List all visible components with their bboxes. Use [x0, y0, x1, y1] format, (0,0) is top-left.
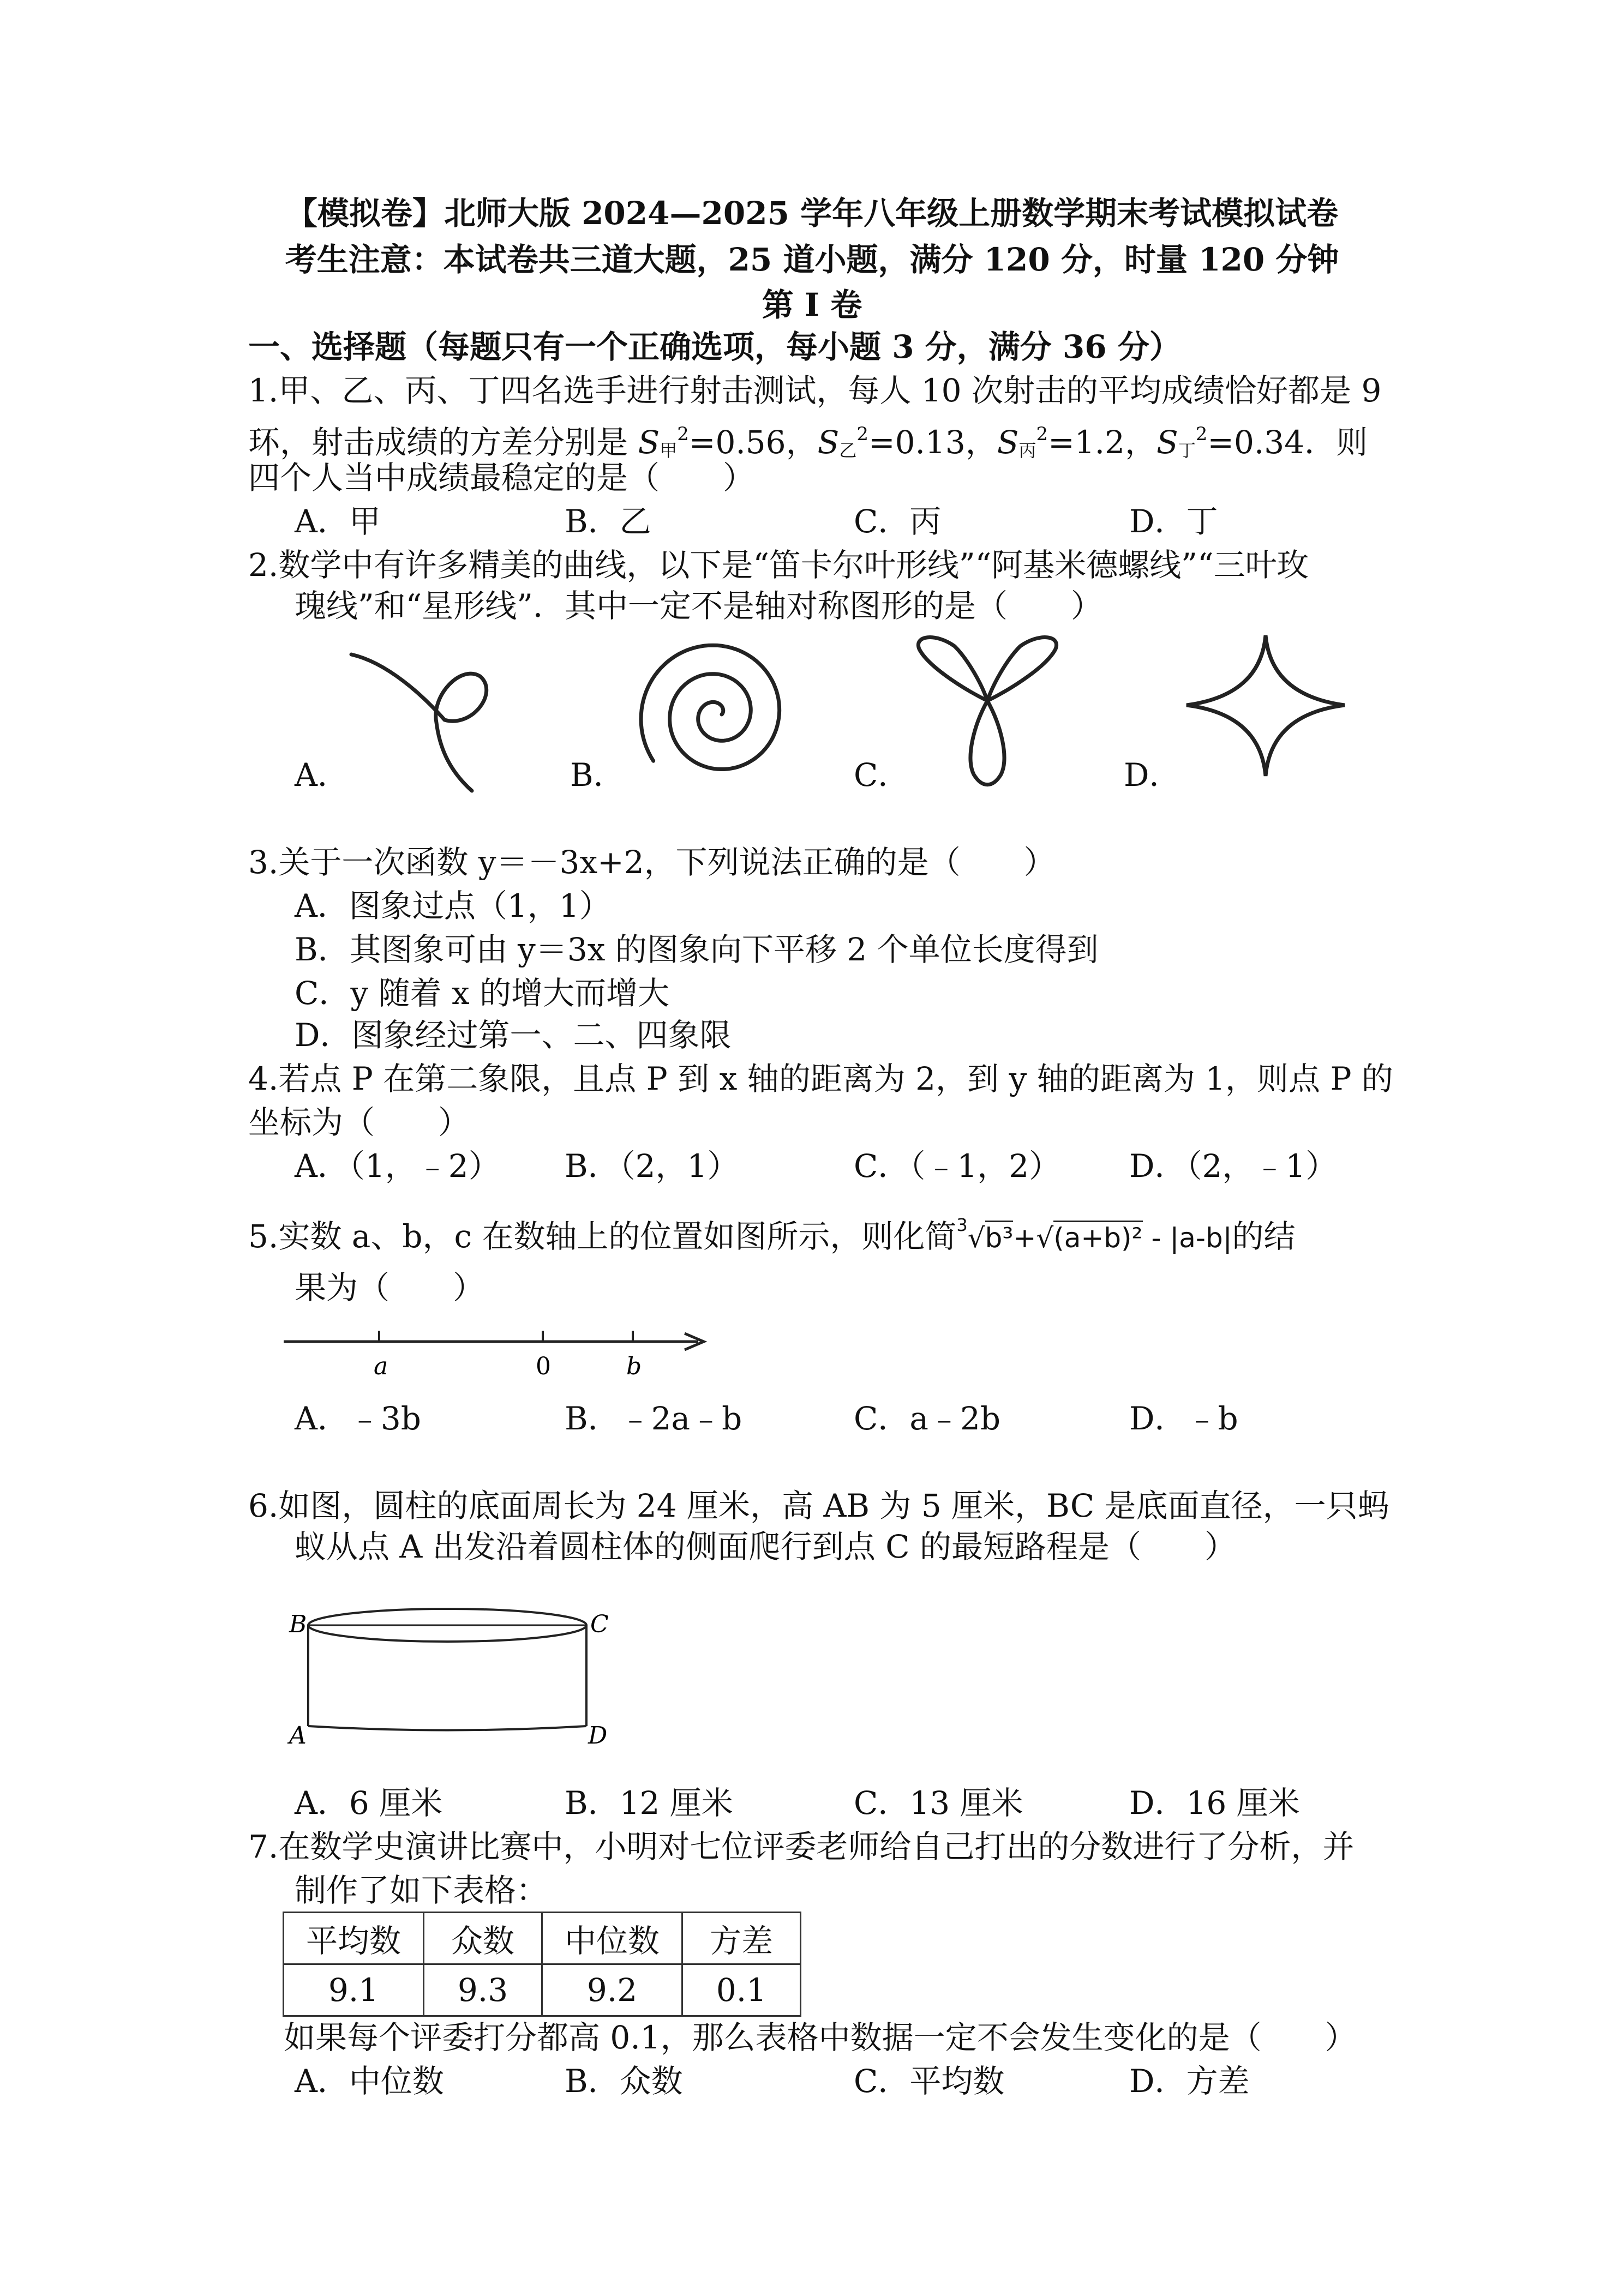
cube-root-index: 3	[956, 1215, 968, 1235]
square-mark: 2	[1195, 423, 1208, 445]
square-mark: 2	[1036, 423, 1048, 445]
q3-option-b: B．其图象可由 y＝3x 的图象向下平移 2 个单位长度得到	[295, 931, 1099, 968]
subscript-yi: 乙	[839, 440, 857, 461]
q5-expression: $^3$√b³+√(a+b)² - |a-b|	[956, 1215, 1232, 1254]
astroid-curve-figure	[1186, 635, 1345, 777]
q6-option-b: B．12 厘米	[565, 1784, 733, 1822]
cylinder-figure	[289, 1601, 616, 1753]
q7-option-d: D．方差	[1129, 2063, 1250, 2100]
variance-symbol: S	[817, 424, 840, 461]
variance-ding: =0.34．则	[1207, 424, 1368, 461]
header-median: 中位数	[542, 1913, 682, 1964]
volume-title: 第 I 卷	[762, 286, 862, 323]
q2-line1: 2.数学中有许多精美的曲线，以下是“笛卡尔叶形线”“阿基米德螺线”“三叶玫	[248, 546, 1309, 584]
q1-option-b: B．乙	[565, 503, 651, 540]
variance-symbol: S	[1156, 424, 1178, 461]
q3-option-d: D．图象经过第一、二、四象限	[295, 1017, 732, 1054]
variance-jia: =0.56，	[688, 424, 818, 461]
value-mode: 9.3	[424, 1964, 542, 2016]
absolute-value-term: |a-b|	[1170, 1222, 1232, 1254]
q5-line1-tail: 的结	[1232, 1218, 1296, 1255]
minus-sign: -	[1151, 1222, 1161, 1254]
section-heading: 一、选择题（每题只有一个正确选项，每小题 3 分，满分 36 分）	[248, 328, 1181, 365]
value-variance: 0.1	[682, 1964, 801, 2016]
q6-option-d: D．16 厘米	[1129, 1784, 1300, 1822]
exam-notice: 考生注意：本试卷共三道大题，25 道小题，满分 120 分，时量 120 分钟	[285, 241, 1339, 278]
q1-option-a: A．甲	[295, 503, 381, 540]
q4-option-a: A．（1，﹣2）	[295, 1147, 500, 1185]
exam-title: 【模拟卷】北师大版 2024—2025 学年八年级上册数学期末考试模拟试卷	[285, 195, 1339, 232]
subscript-jia: 甲	[660, 440, 678, 461]
value-mean: 9.1	[284, 1964, 424, 2016]
q4-line2: 坐标为（ ）	[248, 1104, 470, 1141]
cube-root-radicand: b³	[985, 1221, 1014, 1254]
q1-line1: 1.甲、乙、丙、丁四名选手进行射击测试，每人 10 次射击的平均成绩恰好都是 9	[248, 372, 1382, 409]
q5-option-d: D．﹣b	[1129, 1400, 1238, 1437]
value-median: 9.2	[542, 1964, 682, 2016]
q4-line1: 4.若点 P 在第二象限，且点 P 到 x 轴的距离为 2，到 y 轴的距离为 1，则点 P 的	[248, 1060, 1393, 1097]
axis-label-b: b	[626, 1353, 642, 1380]
q2-option-b: B．	[570, 756, 625, 794]
number-line-figure	[284, 1320, 709, 1380]
spiral-curve-figure	[627, 638, 807, 796]
q7-line3: 如果每个评委打分都高 0.1，那么表格中数据一定不会发生变化的是（ ）	[284, 2019, 1357, 2056]
q4-option-d: D．（2，﹣1）	[1129, 1147, 1338, 1185]
q6-line2: 蚁从点 A 出发沿着圆柱体的侧面爬行到点 C 的最短路程是（ ）	[295, 1528, 1237, 1565]
q4-option-c: C．（﹣1，2）	[854, 1147, 1061, 1185]
point-label-b: B	[289, 1610, 307, 1638]
q5-line2: 果为（ ）	[295, 1269, 485, 1306]
q1-option-c: C．丙	[854, 503, 942, 540]
q7-line2: 制作了如下表格：	[295, 1872, 548, 1909]
axis-label-zero: 0	[536, 1353, 551, 1380]
q3-option-a: A．图象过点（1，1）	[295, 887, 611, 924]
q5-option-c: C．a﹣2b	[854, 1400, 1000, 1437]
stats-table	[283, 1912, 801, 2017]
q2-option-c: C．	[854, 756, 910, 794]
table-header-row	[284, 1913, 801, 1964]
header-mode: 众数	[424, 1913, 542, 1964]
point-label-d: D	[588, 1722, 608, 1750]
q6-option-c: C．13 厘米	[854, 1784, 1023, 1822]
point-label-c: C	[590, 1610, 609, 1638]
variance-symbol: S	[997, 424, 1019, 461]
q7-line1: 7.在数学史演讲比赛中，小明对七位评委老师给自己打出的分数进行了分析，并	[248, 1828, 1355, 1865]
q5-line1-text: 5.实数 a、b，c 在数轴上的位置如图所示，则化简	[248, 1218, 957, 1255]
header-variance: 方差	[682, 1913, 801, 1964]
q6-option-a: A．6 厘米	[295, 1784, 443, 1822]
subscript-bing: 丙	[1018, 440, 1036, 461]
axis-label-a: a	[374, 1353, 388, 1380]
square-mark: 2	[856, 423, 868, 445]
q3-line1: 3.关于一次函数 y＝－3x+2，下列说法正确的是（ ）	[248, 844, 1056, 881]
square-root-radicand: (a+b)²	[1053, 1221, 1142, 1254]
q6-line1: 6.如图，圆柱的底面周长为 24 厘米，高 AB 为 5 厘米，BC 是底面直径，一只蚂	[248, 1487, 1389, 1524]
variance-bing: =1.2，	[1048, 424, 1156, 461]
table-row	[284, 1964, 801, 2016]
header-mean: 平均数	[284, 1913, 424, 1964]
q7-option-b: B．众数	[565, 2063, 683, 2100]
q7-option-a: A．中位数	[295, 2063, 444, 2100]
square-mark: 2	[677, 423, 689, 445]
plus-sign: +	[1013, 1222, 1036, 1254]
q2-line2: 瑰线”和“星形线”．其中一定不是轴对称图形的是（ ）	[295, 587, 1102, 624]
q7-option-c: C．平均数	[854, 2063, 1005, 2100]
three-leaf-rose-figure	[906, 633, 1069, 785]
subscript-ding: 丁	[1178, 440, 1196, 461]
q1-line3: 四个人当中成绩最稳定的是（ ）	[248, 459, 755, 496]
folium-curve-figure	[349, 638, 502, 791]
q2-option-a: A．	[295, 756, 349, 794]
variance-yi: =0.13，	[868, 424, 997, 461]
point-label-a: A	[289, 1722, 307, 1750]
q3-option-c: C．y 随着 x 的增大而增大	[295, 975, 670, 1012]
q1-option-d: D．丁	[1129, 503, 1218, 540]
variance-symbol: S	[638, 424, 660, 461]
q2-option-d: D．	[1124, 756, 1181, 794]
q5-option-b: B．﹣2a﹣b	[565, 1400, 742, 1437]
q5-option-a: A．﹣3b	[295, 1400, 421, 1437]
q4-option-b: B．（2，1）	[565, 1147, 739, 1185]
q5-line1	[248, 1205, 1296, 1258]
q1-line2-text: 环，射击成绩的方差分别是	[248, 424, 628, 461]
